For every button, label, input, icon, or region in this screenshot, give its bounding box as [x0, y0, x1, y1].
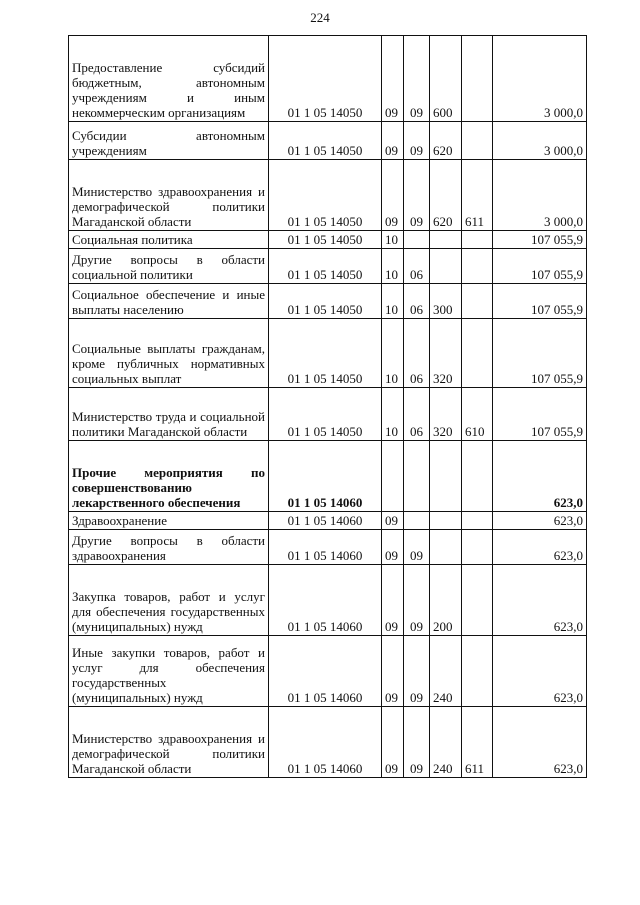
- row-expense-type: 240: [430, 707, 462, 778]
- row-target-code: 01 1 05 14050: [269, 388, 382, 441]
- row-name: Социальная политика: [69, 231, 269, 249]
- row-name: Министерство труда и социальной политики Магаданской области: [69, 388, 269, 441]
- row-amount: 3 000,0: [493, 36, 587, 122]
- row-subsection: 09: [404, 707, 430, 778]
- row-subsection: 06: [404, 249, 430, 284]
- row-subsection: [404, 512, 430, 530]
- row-target-code: 01 1 05 14050: [269, 122, 382, 160]
- row-subsection: 09: [404, 565, 430, 636]
- row-section: 10: [382, 388, 404, 441]
- row-name: Другие вопросы в области здравоохранения: [69, 530, 269, 565]
- row-target-code: 01 1 05 14050: [269, 249, 382, 284]
- row-subsection: 06: [404, 284, 430, 319]
- row-subsection: 06: [404, 319, 430, 388]
- row-administrator: [462, 319, 493, 388]
- row-expense-type: [430, 530, 462, 565]
- row-name: Здравоохранение: [69, 512, 269, 530]
- row-subsection: [404, 441, 430, 512]
- row-amount: 3 000,0: [493, 160, 587, 231]
- table-row: [69, 231, 587, 249]
- table-row: [69, 441, 587, 512]
- row-expense-type: 620: [430, 122, 462, 160]
- table-row: [69, 122, 587, 160]
- row-name: Социальное обеспечение и иные выплаты населению: [69, 284, 269, 319]
- row-amount: 623,0: [493, 530, 587, 565]
- row-name: Предоставление субсидий бюджетным, автономным учреждениям и иным некоммерческим организациям: [69, 36, 269, 122]
- row-expense-type: 320: [430, 388, 462, 441]
- row-target-code: 01 1 05 14060: [269, 441, 382, 512]
- row-amount: 107 055,9: [493, 284, 587, 319]
- row-name: Социальные выплаты гражданам, кроме публичных нормативных социальных выплат: [69, 319, 269, 388]
- table-row: [69, 36, 587, 122]
- row-amount: 107 055,9: [493, 319, 587, 388]
- row-expense-type: [430, 249, 462, 284]
- budget-table: [68, 35, 587, 778]
- row-target-code: 01 1 05 14050: [269, 36, 382, 122]
- row-section: [382, 441, 404, 512]
- row-administrator: [462, 512, 493, 530]
- row-expense-type: 200: [430, 565, 462, 636]
- row-section: 09: [382, 36, 404, 122]
- row-target-code: 01 1 05 14050: [269, 284, 382, 319]
- row-target-code: 01 1 05 14050: [269, 319, 382, 388]
- row-subsection: 09: [404, 36, 430, 122]
- row-subsection: 06: [404, 388, 430, 441]
- row-expense-type: 620: [430, 160, 462, 231]
- table-row: [69, 319, 587, 388]
- row-administrator: [462, 249, 493, 284]
- table-row: [69, 707, 587, 778]
- row-amount: 623,0: [493, 565, 587, 636]
- row-administrator: [462, 441, 493, 512]
- row-name: Прочие мероприятия по совершенствованию лекарственного обеспечения: [69, 441, 269, 512]
- row-amount: 107 055,9: [493, 231, 587, 249]
- row-administrator: 611: [462, 707, 493, 778]
- table-row: [69, 160, 587, 231]
- table-row: [69, 530, 587, 565]
- row-section: 09: [382, 565, 404, 636]
- row-target-code: 01 1 05 14060: [269, 512, 382, 530]
- row-name: Иные закупки товаров, работ и услуг для обеспечения государственных (муниципальных) нужд: [69, 636, 269, 707]
- row-section: 09: [382, 122, 404, 160]
- row-administrator: [462, 284, 493, 319]
- table-row: [69, 249, 587, 284]
- row-section: 09: [382, 160, 404, 231]
- row-name: Другие вопросы в области социальной политики: [69, 249, 269, 284]
- page-number: 224: [310, 10, 330, 25]
- row-section: 10: [382, 231, 404, 249]
- row-section: 10: [382, 284, 404, 319]
- row-expense-type: [430, 441, 462, 512]
- row-name: Субсидии автономным учреждениям: [69, 122, 269, 160]
- row-expense-type: 320: [430, 319, 462, 388]
- row-target-code: 01 1 05 14060: [269, 530, 382, 565]
- row-amount: 107 055,9: [493, 249, 587, 284]
- table-row: [69, 636, 587, 707]
- row-section: 10: [382, 319, 404, 388]
- row-expense-type: [430, 231, 462, 249]
- row-subsection: 09: [404, 530, 430, 565]
- row-expense-type: 300: [430, 284, 462, 319]
- row-target-code: 01 1 05 14060: [269, 565, 382, 636]
- row-target-code: 01 1 05 14060: [269, 636, 382, 707]
- row-amount: 3 000,0: [493, 122, 587, 160]
- table-row: [69, 388, 587, 441]
- table-row: [69, 512, 587, 530]
- row-amount: 623,0: [493, 636, 587, 707]
- row-amount: 623,0: [493, 707, 587, 778]
- row-subsection: 09: [404, 160, 430, 231]
- row-name: Закупка товаров, работ и услуг для обеспечения государственных (муниципальных) нужд: [69, 565, 269, 636]
- row-administrator: [462, 530, 493, 565]
- row-administrator: [462, 122, 493, 160]
- row-administrator: 610: [462, 388, 493, 441]
- row-section: 09: [382, 512, 404, 530]
- row-section: 09: [382, 530, 404, 565]
- row-section: 09: [382, 636, 404, 707]
- table-row: [69, 284, 587, 319]
- row-expense-type: 600: [430, 36, 462, 122]
- row-administrator: [462, 36, 493, 122]
- row-administrator: [462, 636, 493, 707]
- row-subsection: 09: [404, 636, 430, 707]
- row-expense-type: [430, 512, 462, 530]
- row-target-code: 01 1 05 14050: [269, 231, 382, 249]
- row-name: Министерство здравоохранения и демографической политики Магаданской области: [69, 160, 269, 231]
- row-section: 10: [382, 249, 404, 284]
- row-subsection: 09: [404, 122, 430, 160]
- row-target-code: 01 1 05 14050: [269, 160, 382, 231]
- row-amount: 623,0: [493, 512, 587, 530]
- row-expense-type: 240: [430, 636, 462, 707]
- budget-table-body: [69, 36, 587, 778]
- row-administrator: 611: [462, 160, 493, 231]
- row-administrator: [462, 231, 493, 249]
- table-row: [69, 565, 587, 636]
- row-section: 09: [382, 707, 404, 778]
- row-target-code: 01 1 05 14060: [269, 707, 382, 778]
- row-name: Министерство здравоохранения и демографической политики Магаданской области: [69, 707, 269, 778]
- row-subsection: [404, 231, 430, 249]
- row-amount: 107 055,9: [493, 388, 587, 441]
- row-administrator: [462, 565, 493, 636]
- row-amount: 623,0: [493, 441, 587, 512]
